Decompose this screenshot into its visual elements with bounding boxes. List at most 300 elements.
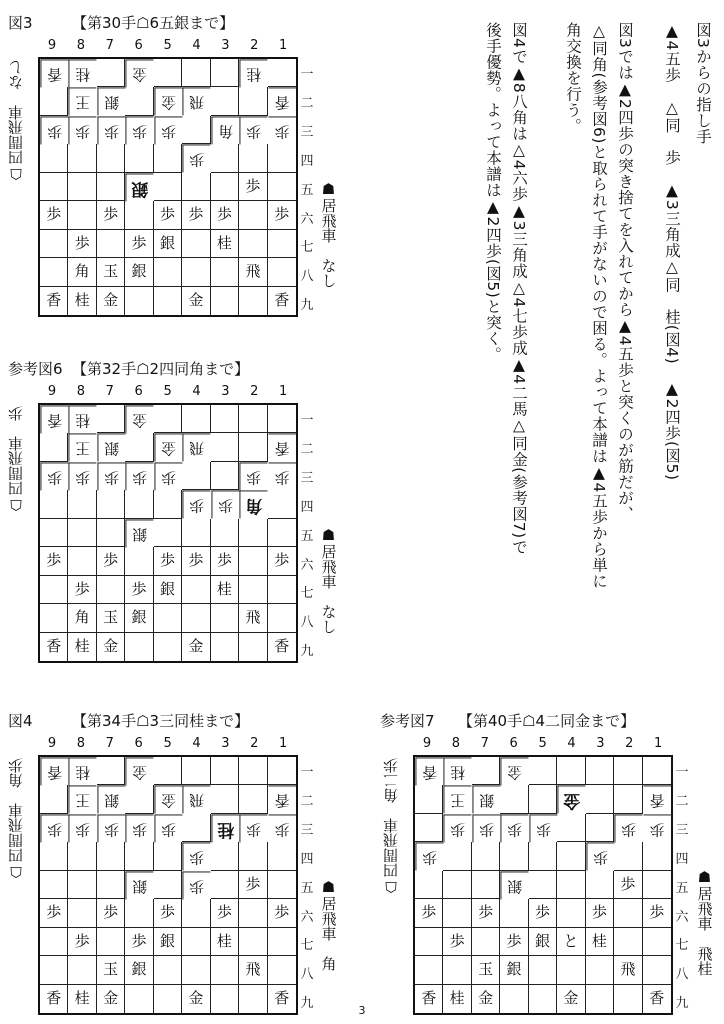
empty-square — [125, 785, 153, 813]
empty-square — [97, 173, 125, 201]
empty-square — [97, 230, 125, 258]
sente-piece: 香 — [649, 989, 665, 1008]
empty-square — [211, 433, 239, 461]
empty-square — [239, 633, 267, 661]
empty-square — [529, 871, 557, 899]
sente-piece: 銀 — [125, 604, 153, 632]
gote-piece: 歩 — [415, 842, 443, 870]
rank-label: 一 — [675, 765, 689, 780]
sente-piece: 香 — [274, 291, 290, 310]
file-label: 1 — [279, 384, 288, 399]
commentary-line-1: 図3からの指し手 — [694, 22, 712, 145]
gote-piece: 歩 — [40, 462, 68, 490]
empty-square — [182, 462, 210, 490]
empty-square — [211, 757, 239, 785]
file-label: 9 — [422, 736, 432, 751]
empty-square — [40, 433, 68, 461]
gote-piece: 桂 — [239, 59, 267, 87]
empty-square — [125, 490, 153, 518]
sente-piece: 飛 — [239, 258, 267, 286]
empty-square — [239, 899, 267, 927]
empty-square — [268, 576, 296, 604]
gote-piece: 飛 — [182, 785, 210, 813]
sente-piece: 歩 — [68, 230, 96, 258]
gote-piece: 金 — [557, 785, 585, 813]
sente-piece: 角 — [68, 258, 96, 286]
gote-piece: 香 — [415, 757, 443, 785]
gote-piece: 飛 — [182, 87, 210, 115]
file-label: 2 — [625, 736, 634, 751]
gote-piece: 歩 — [643, 814, 671, 842]
empty-square — [68, 144, 96, 172]
sente-piece: 歩 — [68, 576, 96, 604]
empty-square — [154, 519, 182, 547]
empty-square — [154, 842, 182, 870]
gote-piece: 角 — [239, 490, 267, 518]
empty-square — [443, 842, 471, 870]
rank-label: 二 — [300, 793, 314, 809]
empty-square — [154, 287, 182, 315]
empty-square — [211, 87, 239, 115]
gote-piece: 銀 — [97, 433, 125, 461]
file-label: 9 — [47, 384, 57, 399]
gote-piece: 歩 — [614, 814, 642, 842]
gote-hand: ☖四間飛車 角二歩 — [382, 758, 400, 896]
commentary-line-6: 図4で▲8八角は△4六歩▲3三角成△4七歩成▲4二馬△同金(参考図7)で — [510, 22, 528, 555]
sente-piece: 歩 — [211, 547, 239, 575]
gote-piece: 銀 — [500, 871, 528, 899]
empty-square — [443, 899, 471, 927]
empty-square — [68, 842, 96, 870]
commentary-line-3: 図3では▲2四歩の突き捨てを入れてから▲4五歩と突くのが筋だが、 — [616, 22, 634, 523]
empty-square — [239, 433, 267, 461]
sente-piece: 桂 — [211, 576, 239, 604]
gote-piece: 歩 — [182, 144, 210, 172]
empty-square — [154, 144, 182, 172]
rank-label: 六 — [300, 909, 314, 925]
empty-square — [614, 757, 642, 785]
gote-hand: ☖四間飛車 歩 — [7, 406, 25, 514]
empty-square — [529, 985, 557, 1013]
gote-piece: 歩 — [97, 462, 125, 490]
gote-piece: 金 — [154, 785, 182, 813]
empty-square — [68, 173, 96, 201]
sente-piece: 歩 — [97, 547, 125, 575]
empty-square — [154, 405, 182, 433]
sente-piece: 金 — [557, 985, 585, 1013]
gote-piece: 歩 — [268, 462, 296, 490]
sente-piece: 桂 — [443, 985, 471, 1013]
empty-square — [40, 785, 68, 813]
page-number: 3 — [358, 1004, 366, 1017]
gote-piece: 金 — [154, 433, 182, 461]
empty-square — [614, 842, 642, 870]
sente-piece: 玉 — [97, 956, 125, 984]
file-label: 7 — [480, 736, 489, 751]
sente-piece: 銀 — [125, 258, 153, 286]
file-label: 9 — [47, 38, 57, 53]
gote-piece: 王 — [68, 785, 96, 813]
gote-piece: 歩 — [239, 814, 267, 842]
empty-square — [500, 785, 528, 813]
gote-piece: 歩 — [239, 462, 267, 490]
sente-piece: 歩 — [614, 871, 642, 899]
rank-label: 二 — [300, 441, 314, 457]
empty-square — [268, 871, 296, 899]
empty-square — [239, 144, 267, 172]
empty-square — [182, 230, 210, 258]
gote-piece: 王 — [68, 433, 96, 461]
empty-square — [239, 785, 267, 813]
gote-piece: 歩 — [182, 490, 210, 518]
gote-piece: 桂 — [443, 757, 471, 785]
rank-label: 三 — [300, 124, 314, 140]
rank-label: 七 — [300, 938, 314, 954]
sente-piece: 香 — [40, 985, 68, 1013]
empty-square — [97, 59, 125, 87]
empty-square — [125, 633, 153, 661]
empty-square — [40, 519, 68, 547]
sente-piece: 歩 — [472, 899, 500, 927]
sente-piece: と — [557, 928, 585, 956]
empty-square — [97, 144, 125, 172]
rank-label: 七 — [300, 586, 314, 602]
gote-piece: 金 — [154, 87, 182, 115]
shogi-board — [38, 755, 298, 1015]
diagram-title: 【第40手☖4二同金まで】 — [458, 712, 636, 730]
rank-label: 一 — [300, 765, 314, 780]
empty-square — [154, 871, 182, 899]
file-label: 1 — [654, 736, 663, 751]
sente-piece: 香 — [40, 287, 68, 315]
sente-piece: 歩 — [40, 547, 68, 575]
empty-square — [154, 956, 182, 984]
sente-piece: 歩 — [97, 899, 125, 927]
file-label: 4 — [192, 38, 201, 53]
gote-piece: 香 — [268, 433, 296, 461]
empty-square — [40, 230, 68, 258]
sente-piece: 飛 — [239, 604, 267, 632]
rank-label: 五 — [675, 880, 689, 896]
gote-piece: 歩 — [97, 814, 125, 842]
empty-square — [643, 842, 671, 870]
empty-square — [239, 928, 267, 956]
empty-square — [586, 785, 614, 813]
empty-square — [68, 490, 96, 518]
empty-square — [97, 405, 125, 433]
empty-square — [182, 814, 210, 842]
empty-square — [68, 899, 96, 927]
empty-square — [415, 928, 443, 956]
empty-square — [500, 842, 528, 870]
gote-hand: ☖四間飛車 角歩 — [7, 758, 25, 881]
sente-hand: ☗居飛車 飛桂 — [695, 868, 714, 976]
empty-square — [125, 201, 153, 229]
empty-square — [614, 928, 642, 956]
empty-square — [557, 899, 585, 927]
gote-piece: 角 — [211, 116, 239, 144]
empty-square — [614, 785, 642, 813]
empty-square — [239, 985, 267, 1013]
rank-label: 九 — [300, 298, 314, 314]
shogi-board — [38, 403, 298, 663]
sente-piece: 銀 — [500, 956, 528, 984]
file-label: 1 — [279, 736, 288, 751]
sente-piece: 銀 — [154, 928, 182, 956]
empty-square — [415, 871, 443, 899]
sente-piece: 歩 — [443, 928, 471, 956]
sente-piece: 金 — [472, 985, 500, 1013]
empty-square — [529, 757, 557, 785]
empty-square — [211, 173, 239, 201]
gote-piece: 歩 — [239, 116, 267, 144]
empty-square — [154, 985, 182, 1013]
empty-square — [125, 899, 153, 927]
empty-square — [40, 490, 68, 518]
empty-square — [211, 785, 239, 813]
gote-piece: 桂 — [68, 59, 96, 87]
file-label: 4 — [192, 384, 201, 399]
empty-square — [125, 87, 153, 115]
empty-square — [40, 871, 68, 899]
empty-square — [97, 519, 125, 547]
empty-square — [154, 258, 182, 286]
gote-piece: 歩 — [125, 116, 153, 144]
sente-hand: ☗居飛車 なし — [319, 180, 338, 288]
empty-square — [68, 547, 96, 575]
file-label: 7 — [105, 736, 114, 751]
sente-piece: 歩 — [125, 928, 153, 956]
rank-label: 三 — [300, 822, 314, 838]
gote-piece: 王 — [443, 785, 471, 813]
empty-square — [125, 287, 153, 315]
sente-piece: 歩 — [211, 899, 239, 927]
file-label: 5 — [538, 736, 547, 751]
empty-square — [211, 462, 239, 490]
empty-square — [586, 814, 614, 842]
shogi-board — [413, 755, 673, 1015]
empty-square — [211, 871, 239, 899]
gote-piece: 歩 — [125, 814, 153, 842]
empty-square — [268, 842, 296, 870]
sente-piece: 桂 — [68, 287, 96, 315]
sente-piece: 香 — [40, 633, 68, 661]
empty-square — [154, 59, 182, 87]
empty-square — [125, 985, 153, 1013]
gote-piece: 桂 — [68, 757, 96, 785]
empty-square — [40, 928, 68, 956]
gote-piece: 金 — [125, 757, 153, 785]
rank-label: 一 — [300, 413, 314, 428]
sente-piece: 歩 — [182, 201, 210, 229]
empty-square — [268, 956, 296, 984]
gote-piece: 歩 — [154, 462, 182, 490]
sente-piece: 角 — [68, 604, 96, 632]
gote-piece: 歩 — [472, 814, 500, 842]
file-label: 8 — [76, 736, 86, 751]
empty-square — [415, 956, 443, 984]
gote-piece: 銀 — [472, 785, 500, 813]
rank-label: 四 — [300, 153, 314, 169]
sente-piece: 歩 — [268, 547, 296, 575]
sente-piece: 歩 — [239, 871, 267, 899]
commentary-line-2: ▲4五歩 △同 歩 ▲3三角成△同 桂(図4) ▲2四歩(図5) — [663, 22, 681, 481]
shogi-board — [38, 57, 298, 317]
gote-piece: 王 — [68, 87, 96, 115]
rank-label: 八 — [300, 967, 314, 983]
gote-piece: 歩 — [97, 116, 125, 144]
sente-piece: 金 — [182, 985, 210, 1013]
empty-square — [40, 258, 68, 286]
empty-square — [211, 842, 239, 870]
sente-piece: 歩 — [68, 928, 96, 956]
empty-square — [97, 490, 125, 518]
sente-piece: 銀 — [154, 230, 182, 258]
gote-piece: 歩 — [40, 116, 68, 144]
sente-piece: 銀 — [125, 956, 153, 984]
empty-square — [182, 928, 210, 956]
gote-piece: 桂 — [211, 814, 239, 842]
sente-piece: 香 — [415, 985, 443, 1013]
sente-piece: 桂 — [211, 928, 239, 956]
rank-label: 八 — [300, 615, 314, 631]
empty-square — [239, 576, 267, 604]
rank-label: 六 — [300, 211, 314, 227]
gote-hand: ☖四間飛車 なし — [7, 60, 25, 183]
gote-piece: 歩 — [500, 814, 528, 842]
empty-square — [182, 59, 210, 87]
rank-label: 九 — [675, 996, 689, 1012]
empty-square — [415, 785, 443, 813]
sente-piece: 歩 — [125, 230, 153, 258]
file-label: 3 — [221, 736, 230, 751]
empty-square — [268, 230, 296, 258]
file-label: 9 — [47, 736, 57, 751]
empty-square — [614, 985, 642, 1013]
sente-piece: 歩 — [40, 201, 68, 229]
diagram-title: 【第32手☖2四同角まで】 — [72, 360, 250, 378]
file-label: 1 — [279, 38, 288, 53]
diagram-label: 参考図7 — [380, 712, 435, 730]
empty-square — [643, 871, 671, 899]
empty-square — [40, 173, 68, 201]
sente-piece: 歩 — [40, 899, 68, 927]
file-label: 4 — [192, 736, 201, 751]
sente-piece: 歩 — [415, 899, 443, 927]
sente-hand: ☗居飛車 なし — [319, 526, 338, 634]
empty-square — [643, 928, 671, 956]
file-label: 8 — [451, 736, 461, 751]
rank-label: 七 — [300, 240, 314, 256]
empty-square — [643, 956, 671, 984]
empty-square — [68, 519, 96, 547]
empty-square — [443, 871, 471, 899]
sente-piece: 香 — [274, 989, 290, 1008]
file-label: 2 — [250, 736, 259, 751]
file-label: 3 — [221, 384, 230, 399]
empty-square — [40, 87, 68, 115]
empty-square — [211, 956, 239, 984]
gote-piece: 銀 — [97, 785, 125, 813]
empty-square — [211, 985, 239, 1013]
diagram-label: 図3 — [8, 14, 33, 32]
empty-square — [125, 547, 153, 575]
sente-piece: 歩 — [154, 547, 182, 575]
file-label: 7 — [105, 38, 114, 53]
empty-square — [182, 173, 210, 201]
empty-square — [182, 757, 210, 785]
empty-square — [268, 928, 296, 956]
empty-square — [586, 871, 614, 899]
gote-piece: 香 — [643, 785, 671, 813]
gote-piece: 香 — [268, 785, 296, 813]
empty-square — [97, 928, 125, 956]
empty-square — [443, 956, 471, 984]
rank-label: 七 — [675, 938, 689, 954]
empty-square — [268, 258, 296, 286]
gote-piece: 歩 — [40, 814, 68, 842]
sente-piece: 歩 — [586, 899, 614, 927]
rank-label: 四 — [300, 851, 314, 867]
empty-square — [268, 757, 296, 785]
gote-piece: 歩 — [182, 842, 210, 870]
file-label: 5 — [163, 38, 172, 53]
empty-square — [268, 490, 296, 518]
file-label: 2 — [250, 384, 259, 399]
empty-square — [472, 928, 500, 956]
empty-square — [182, 899, 210, 927]
sente-piece: 歩 — [154, 899, 182, 927]
empty-square — [182, 604, 210, 632]
gote-piece: 歩 — [68, 116, 96, 144]
empty-square — [211, 287, 239, 315]
gote-piece: 歩 — [268, 116, 296, 144]
empty-square — [182, 258, 210, 286]
sente-piece: 歩 — [154, 201, 182, 229]
sente-piece: 歩 — [239, 173, 267, 201]
empty-square — [472, 871, 500, 899]
gote-piece: 歩 — [154, 116, 182, 144]
empty-square — [211, 633, 239, 661]
gote-piece: 歩 — [154, 814, 182, 842]
sente-piece: 金 — [182, 633, 210, 661]
empty-square — [557, 871, 585, 899]
empty-square — [472, 757, 500, 785]
sente-piece: 桂 — [211, 230, 239, 258]
commentary-line-4: △同角(参考図6)と取られて手がないので困る。よって本譜は▲4五歩から単に — [590, 22, 608, 589]
empty-square — [239, 519, 267, 547]
gote-piece: 歩 — [529, 814, 557, 842]
empty-square — [211, 258, 239, 286]
empty-square — [182, 519, 210, 547]
sente-piece: 歩 — [268, 899, 296, 927]
empty-square — [68, 871, 96, 899]
gote-piece: 歩 — [68, 462, 96, 490]
empty-square — [154, 490, 182, 518]
empty-square — [415, 814, 443, 842]
file-label: 5 — [163, 736, 172, 751]
gote-piece: 香 — [40, 59, 68, 87]
empty-square — [211, 604, 239, 632]
empty-square — [97, 576, 125, 604]
file-label: 8 — [76, 384, 86, 399]
rank-label: 二 — [300, 95, 314, 111]
empty-square — [614, 899, 642, 927]
rank-label: 五 — [300, 880, 314, 896]
rank-label: 三 — [300, 470, 314, 486]
rank-label: 五 — [300, 528, 314, 544]
empty-square — [182, 956, 210, 984]
